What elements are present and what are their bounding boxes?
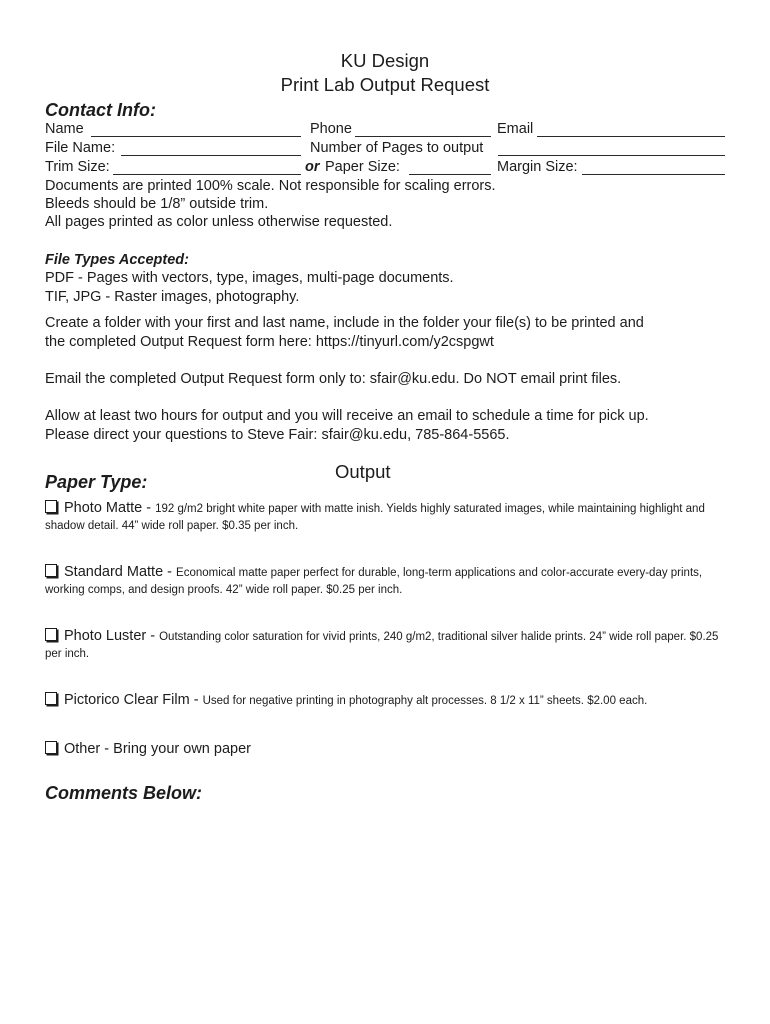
note-bleeds: Bleeds should be 1/8” outside trim. xyxy=(45,196,269,212)
paper-option-pictorico-clear-film xyxy=(45,692,735,709)
pictorico-checkbox[interactable] xyxy=(45,692,57,705)
contact-info-heading: Contact Info: xyxy=(45,100,156,120)
phone-label: Phone xyxy=(310,121,352,137)
paper-option-photo-luster xyxy=(45,628,735,662)
paper-type-heading: Paper Type: xyxy=(45,472,148,492)
email-label: Email xyxy=(497,121,534,137)
allow-instruction-line1: Allow at least two hours for output and you will receive an email to schedule a time for pick up. xyxy=(45,408,649,424)
comments-heading: Comments Below: xyxy=(45,783,203,803)
paper-size-label: Paper Size: xyxy=(325,159,400,175)
file-name-label: File Name: xyxy=(45,140,116,156)
paper-option-name: Pictorico Clear Film - xyxy=(64,692,203,708)
name-field[interactable] xyxy=(91,136,301,137)
file-name-field[interactable] xyxy=(121,155,301,156)
other-paper-checkbox[interactable] xyxy=(45,741,57,754)
note-scale: Documents are printed 100% scale. Not responsible for scaling errors. xyxy=(45,178,496,194)
photo-matte-checkbox[interactable] xyxy=(45,500,57,513)
folder-instruction-line2: the completed Output Request form here: https://tinyurl.com/y2cspgwt xyxy=(45,334,494,350)
photo-luster-checkbox[interactable] xyxy=(45,628,57,641)
paper-option-desc: Used for negative printing in photography alt processes. 8 1/2 x 11” sheets. $2.00 each. xyxy=(202,695,648,707)
margin-size-label: Margin Size: xyxy=(497,159,578,175)
paper-option-desc: 192 g/m2 bright white paper with matte inish. Yields highly saturated images, while maintaining highlight and shadow detail. 44” wide roll paper. $0.35 per inch. xyxy=(45,503,705,532)
paper-option-name: Photo Matte - xyxy=(64,500,156,516)
page-subtitle: Print Lab Output Request xyxy=(280,74,490,95)
paper-option-desc: Economical matte paper perfect for durable, long-term applications and color-accurate every-day prints, working comps, and design proofs. 42” wide roll paper. $0.25 per inch. xyxy=(45,567,703,596)
comments-area[interactable] xyxy=(45,808,725,1008)
paper-option-standard-matte xyxy=(45,564,735,598)
pages-field[interactable] xyxy=(498,155,725,156)
questions-instruction: Please direct your questions to Steve Fair: sfair@ku.edu, 785-864-5565. xyxy=(45,427,510,443)
paper-option-desc: Outstanding color saturation for vivid prints, 240 g/m2, traditional silver halide prints. 24” wide roll paper. $0.25 per inch. xyxy=(45,631,719,660)
pages-label: Number of Pages to output xyxy=(310,140,484,156)
paper-option-photo-matte xyxy=(45,500,735,534)
output-heading: Output xyxy=(335,461,391,482)
trim-size-label: Trim Size: xyxy=(45,159,110,175)
page-title: KU Design xyxy=(340,50,430,71)
or-label: or xyxy=(305,159,320,175)
file-type-pdf: PDF - Pages with vectors, type, images, multi-page documents. xyxy=(45,270,454,286)
standard-matte-checkbox[interactable] xyxy=(45,564,57,577)
paper-option-name: Other - Bring your own paper xyxy=(64,741,251,757)
paper-option-name: Standard Matte - xyxy=(64,564,177,580)
email-field[interactable] xyxy=(537,136,725,137)
name-label: Name xyxy=(45,121,84,137)
note-color: All pages printed as color unless otherwise requested. xyxy=(45,214,393,230)
folder-instruction-line1: Create a folder with your first and last name, include in the folder your file(s) to be printed and xyxy=(45,315,644,331)
paper-size-field[interactable] xyxy=(409,174,491,175)
margin-size-field[interactable] xyxy=(582,174,725,175)
trim-size-field[interactable] xyxy=(113,174,301,175)
paper-option-other xyxy=(45,741,735,757)
paper-option-name: Photo Luster - xyxy=(64,628,160,644)
file-types-heading: File Types Accepted: xyxy=(45,252,189,268)
phone-field[interactable] xyxy=(355,136,491,137)
file-type-raster: TIF, JPG - Raster images, photography. xyxy=(45,289,300,305)
email-instruction: Email the completed Output Request form only to: sfair@ku.edu. Do NOT email print files. xyxy=(45,371,622,387)
